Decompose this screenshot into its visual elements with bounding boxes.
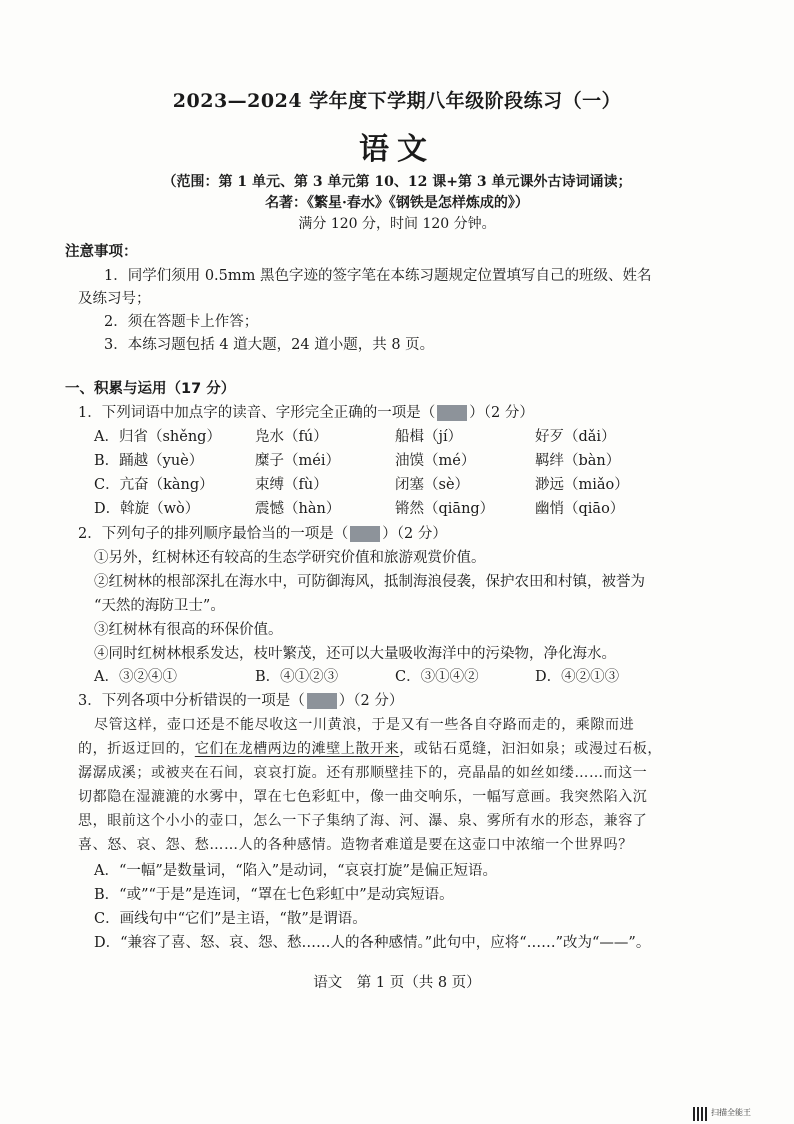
q2-sentence-2-cont: “天然的海防卫士”。 <box>94 598 225 614</box>
q1-row-d-col4: 幽悄（qiāo） <box>535 501 625 517</box>
q2-option-b: B．④①②③ <box>255 669 339 685</box>
q3-stem-pre: 3．下列各项中分析错误的一项是（ <box>78 693 305 709</box>
note-item-1: 1．同学们须用 0.5mm 黑色字迹的签字笔在本练习题规定位置填写自己的班级、姓名 <box>104 268 652 284</box>
q3-option-c: C．画线句中“它们”是主语，“散”是谓语。 <box>94 911 367 927</box>
q1-stem <box>78 401 534 422</box>
section-heading: 一、积累与运用（17 分） <box>65 381 236 397</box>
exam-title: 2023—2024 学年度下学期八年级阶段练习（一） <box>172 90 622 112</box>
q3-passage-line-4: 切都隐在湿漉漉的水雾中，罩在七色彩虹中，像一曲交响乐，一幅写意画。我突然陷入沉 <box>78 789 648 805</box>
q3-passage-line-5: 思，眼前这个小小的壶口，怎么一下子集纳了海、河、瀑、泉、雾所有水的形态，兼容了 <box>78 813 648 829</box>
q2-option-c: C．③①④② <box>395 669 479 685</box>
q1-row-c-col4: 渺远（miǎo） <box>535 477 629 493</box>
q1-row-a-col1: A．归省（shěng） <box>94 429 221 445</box>
q1-row-d-col2: 震憾（hàn） <box>255 501 341 517</box>
q3-passage-line-3: 潺潺成溪；或被夹在石间，哀哀打旋。还有那顺壁挂下的，亮晶晶的如丝如缕……而这一 <box>78 765 648 781</box>
q1-stem-post: ）（2 分） <box>469 405 534 421</box>
q2-sentence-1: ①另外，红树林还有较高的生态学研究价值和旅游观赏价值。 <box>94 550 486 566</box>
qr-code-icon <box>693 1107 707 1121</box>
q2-sentence-3: ③红树林有很高的环保价值。 <box>94 622 283 638</box>
q2-option-d: D．④②①③ <box>535 669 620 685</box>
q1-row-a-col2: 凫水（fú） <box>255 429 328 445</box>
q1-row-a-col3: 船楫（jí） <box>395 429 463 445</box>
q1-row-b-col1: B．踊越（yuè） <box>94 453 204 469</box>
q3-passage-line-1: 尽管这样，壶口还是不能尽收这一川黄浪，于是又有一些各自夺路而走的，乘隙而进 <box>94 717 635 733</box>
q3-passage-line-6: 喜、怒、哀、怨、愁……人的各种感情。造物者难道是要在这壶口中浓缩一个世界吗？ <box>78 837 633 853</box>
q1-answer-box[interactable] <box>437 405 467 421</box>
q3-option-d: D．“兼容了喜、怒、哀、怨、愁……人的各种感情。”此句中，应将“……”改为“——”。 <box>94 935 651 951</box>
q1-row-c-col3: 闭塞（sè） <box>395 477 470 493</box>
note-item-3: 3．本练习题包括 4 道大题，24 道小题，共 8 页。 <box>104 337 435 353</box>
q3-option-a: A．“一幅”是数量词，“陷入”是动词，“哀哀打旋”是偏正短语。 <box>94 863 497 879</box>
scope-line-2: 名著：《繁星·春水》《钢铁是怎样炼成的》） <box>265 195 529 211</box>
scope-line-1: （范围：第 1 单元、第 3 单元第 10、12 课+第 3 单元课外古诗词诵读； <box>162 174 632 190</box>
scanner-watermark-text: 扫描全能王 <box>711 1108 751 1117</box>
q3-passage-line-2-b: ，或钻石觅缝，汩汩如泉；或漫过石板， <box>399 741 663 757</box>
q2-answer-box[interactable] <box>350 526 380 542</box>
q1-row-b-col2: 糜子（méi） <box>255 453 340 469</box>
q2-stem <box>78 522 447 543</box>
note-item-2: 2．须在答题卡上作答； <box>104 314 259 330</box>
q1-row-c-col1: C．亢奋（kàng） <box>94 477 214 493</box>
q3-underlined-sentence: 它们在龙槽两边的滩壁上散开来 <box>194 741 400 757</box>
q3-passage-line-2 <box>78 738 662 758</box>
q3-answer-box[interactable] <box>307 693 337 709</box>
note-item-1-cont: 及练习号； <box>78 291 151 307</box>
score-time-line: 满分 120 分，时间 120 分钟。 <box>298 216 496 232</box>
notes-heading: 注意事项： <box>65 244 138 260</box>
scanner-watermark <box>693 1107 785 1121</box>
q3-option-b: B．“或”“于是”是连词，“罩在七色彩虹中”是动宾短语。 <box>94 887 454 903</box>
page-footer: 语文 第 1 页（共 8 页） <box>313 975 481 991</box>
q2-stem-post: ）（2 分） <box>382 526 447 542</box>
q1-row-d-col3: 锵然（qiāng） <box>395 501 495 517</box>
q2-option-a: A．③②④① <box>94 669 177 685</box>
q1-stem-pre: 1．下列词语中加点字的读音、字形完全正确的一项是（ <box>78 405 436 421</box>
q2-sentence-2: ②红树林的根部深扎在海水中，可防御海风，抵制海浪侵袭，保护农田和村镇，被誉为 <box>94 574 645 590</box>
q3-stem <box>78 689 403 710</box>
q1-row-b-col3: 油馍（mé） <box>395 453 476 469</box>
q1-row-a-col4: 好歹（dǎi） <box>535 429 616 445</box>
q1-row-d-col1: D．斡旋（wò） <box>94 501 200 517</box>
subject-title: 语文 <box>359 132 435 167</box>
q3-passage-line-2-a: 的，折返迂回的， <box>78 741 195 757</box>
q2-stem-pre: 2．下列句子的排列顺序最恰当的一项是（ <box>78 526 349 542</box>
q1-row-c-col2: 束缚（fù） <box>255 477 328 493</box>
q3-stem-post: ）（2 分） <box>338 693 404 709</box>
q1-row-b-col4: 羁绊（bàn） <box>535 453 621 469</box>
q2-sentence-4: ④同时红树林根系发达，枝叶繁茂，还可以大量吸收海洋中的污染物，净化海水。 <box>94 646 616 662</box>
